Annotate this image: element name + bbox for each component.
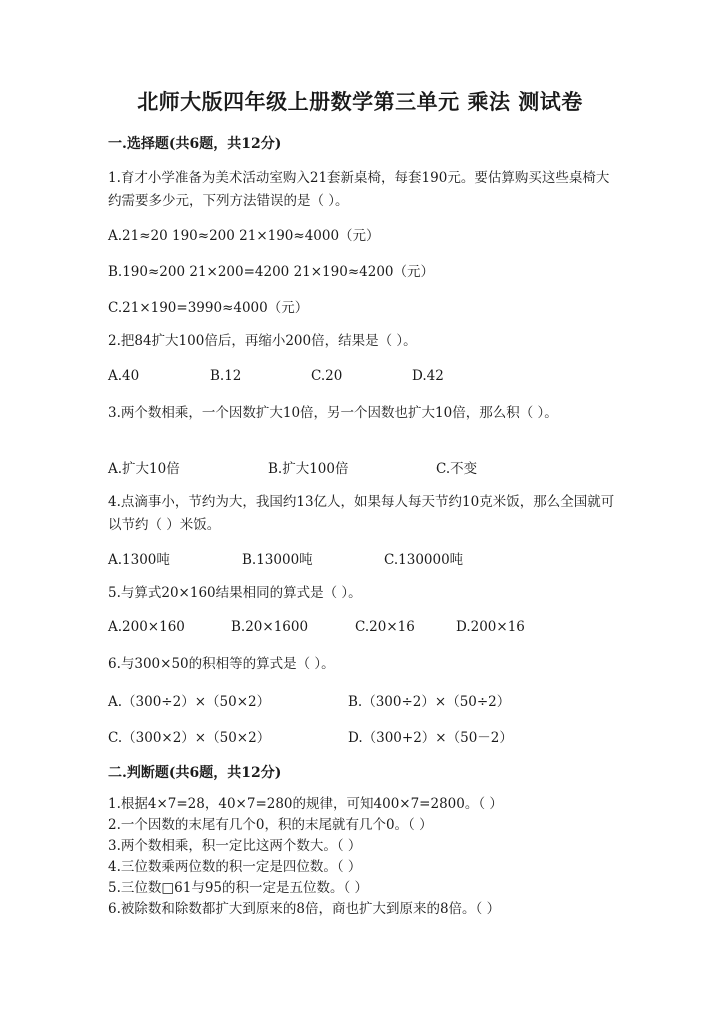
true-false-item-2: 2.一个因数的末尾有几个0，积的末尾就有几个0。（ ）	[108, 817, 433, 833]
question-6-option-b: B.（300÷2）×（50÷2）	[348, 694, 511, 710]
question-5-option-d: D.200×16	[456, 619, 525, 635]
question-2-option-a: A.40	[108, 368, 140, 384]
question-3-option-c: C.不变	[436, 461, 478, 477]
question-6-option-c: C.（300×2）×（50×2）	[108, 730, 271, 746]
true-false-item-3: 3.两个数相乘，积一定比这两个数大。（ ）	[108, 838, 362, 854]
true-false-item-1: 1.根据4×7=28，40×7=280的规律，可知400×7=2800。（ ）	[108, 796, 503, 812]
question-2-option-d: D.42	[412, 368, 444, 384]
question-3-option-b: B.扩大100倍	[268, 461, 349, 477]
question-1-option-b: B.190≈200 21×200=4200 21×190≈4200（元）	[108, 264, 434, 280]
question-5-text: 5.与算式20×160结果相同的算式是（ ）。	[108, 585, 362, 601]
question-1-option-c: C.21×190=3990≈4000（元）	[108, 300, 309, 316]
question-3-text: 3.两个数相乘，一个因数扩大10倍，另一个因数也扩大10倍，那么积（ ）。	[108, 405, 558, 421]
true-false-item-4: 4.三位数乘两位数的积一定是四位数。（ ）	[108, 859, 362, 875]
true-false-item-5: 5.三位数□61与95的积一定是五位数。（ ）	[108, 880, 369, 896]
question-2-option-c: C.20	[311, 368, 343, 384]
true-false-list	[108, 794, 628, 920]
question-4-option-a: A.1300吨	[108, 552, 170, 568]
question-1-text: 1.育才小学准备为美术活动室购入21套新桌椅，每套190元。要估算购买这些桌椅大约需要多少元，下列方法错误的是（ ）。	[108, 170, 610, 209]
question-2-text: 2.把84扩大100倍后，再缩小200倍，结果是（ ）。	[108, 333, 417, 349]
question-6-option-a: A.（300÷2）×（50×2）	[108, 694, 271, 710]
question-5-option-c: C.20×16	[355, 619, 415, 635]
question-3-option-a: A.扩大10倍	[108, 461, 180, 477]
question-2-option-b: B.12	[210, 368, 242, 384]
section-heading-true-false: 二.判断题(共6题，共12分)	[108, 765, 282, 781]
true-false-item-6: 6.被除数和除数都扩大到原来的8倍，商也扩大到原来的8倍。（ ）	[108, 901, 501, 917]
question-4-option-c: C.130000吨	[384, 552, 464, 568]
question-4-option-b: B.13000吨	[242, 552, 313, 568]
section-heading-choice: 一.选择题(共6题，共12分)	[108, 136, 282, 152]
question-6-option-d: D.（300+2）×（50－2）	[348, 730, 513, 746]
question-4-text: 4.点滴事小，节约为大，我国约13亿人，如果每人每天节约10克米饭，那么全国就可以节约（ ）米饭。	[108, 494, 615, 533]
page-title: 北师大版四年级上册数学第三单元 乘法 测试卷	[137, 89, 583, 114]
question-6-text: 6.与300×50的积相等的算式是（ ）。	[108, 656, 335, 672]
question-1-option-a: A.21≈20 190≈200 21×190≈4000（元）	[108, 228, 380, 244]
question-5-option-b: B.20×1600	[231, 619, 309, 635]
question-5-option-a: A.200×160	[108, 619, 185, 635]
